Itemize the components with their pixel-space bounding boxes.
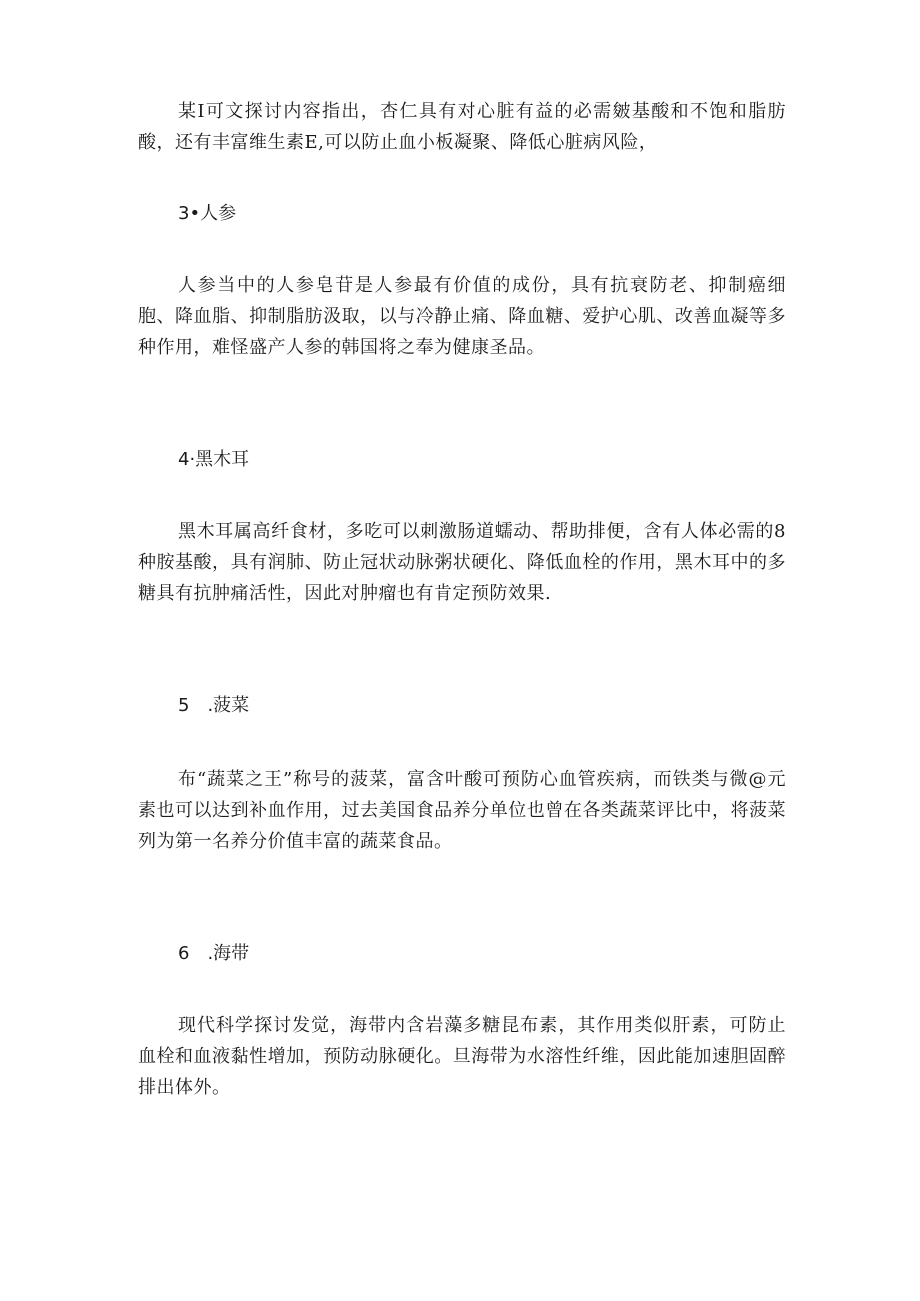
paragraph-ginseng: 人参当中的人参皂苷是人参最有价值的成份，具有抗衰防老、抑制癌细胞、降血脂、抑制脂肪汲取，以与冷静止痛、降血糖、爱护心肌、改善血凝等多种作用，难怪盛产人参的韩国将之奉为健康圣品。	[138, 275, 786, 358]
paragraph-black-fungus: 黑木耳属高纤食材，多吃可以刺激肠道蠕动、帮助排便，含有人体必需的8种胺基酸，具有润肺、防止冠状动脉粥状硬化、降低血栓的作用，黑木耳中的多糖具有抗肿痛活性，因此对肿瘤也有肯定预防效果.	[138, 521, 786, 604]
section-heading-black-fungus: 4·黑木耳	[178, 449, 250, 470]
paragraph-spinach: 布“蔬菜之王”称号的菠菜，富含叶酸可预防心血管疾病，而铁类与微@元素也可以达到补血作用，过去美国食品养分单位也曾在各类蔬菜评比中，将菠菜列为第一名养分价值丰富的蔬菜食品。	[138, 769, 786, 852]
section-heading-ginseng: 3•人参	[178, 203, 237, 224]
paragraph-kelp: 现代科学探讨发觉，海带内含岩藻多糖昆布素，其作用类似肝素，可防止血栓和血液黏性增加，预防动脉硬化。旦海带为水溶性纤维，因此能加速胆固醉排出体外。	[138, 1015, 786, 1098]
section-heading-kelp: 6 .海带	[178, 943, 250, 964]
section-heading-spinach: 5 .菠菜	[178, 695, 250, 716]
paragraph-almond: 某Ⅰ可文探讨内容指出，杏仁具有对心脏有益的必需皴基酸和不饱和脂肪酸，还有丰富维生素E,可以防止血小板凝聚、降低心脏病风险，	[138, 101, 786, 153]
